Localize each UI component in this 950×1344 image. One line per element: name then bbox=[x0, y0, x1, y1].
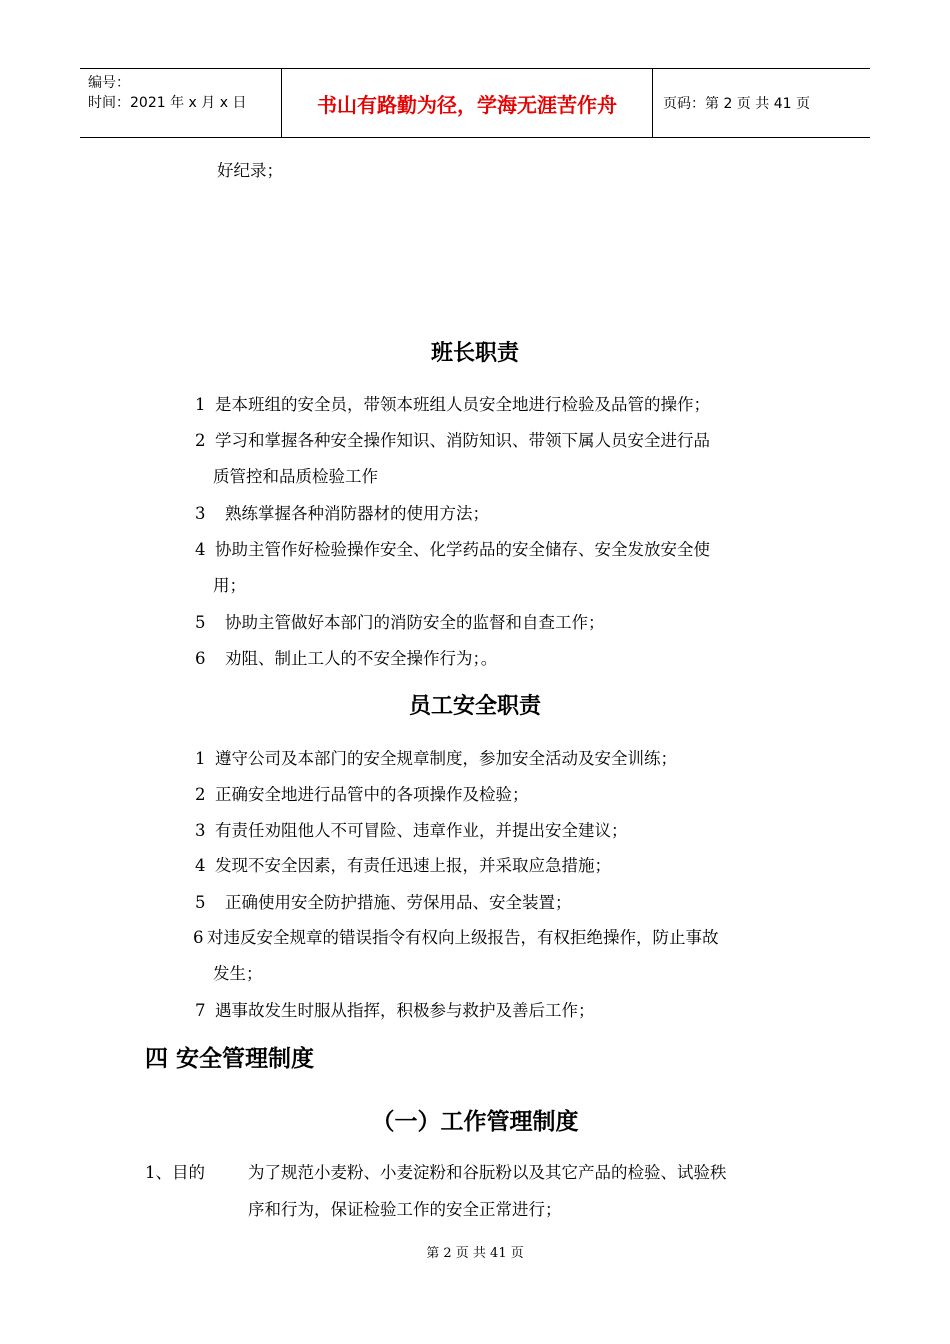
item-number: 2 bbox=[195, 785, 206, 804]
intro-line: 好纪录； bbox=[217, 161, 283, 180]
item-text: 正确使用安全防护措施、劳保用品、安全装置； bbox=[225, 893, 572, 912]
item-continuation: 发生； bbox=[213, 964, 263, 983]
item-number: 5 bbox=[195, 893, 206, 912]
list-item bbox=[195, 785, 529, 805]
subchapter-title: （一）工作管理制度 bbox=[371, 1109, 579, 1135]
list-item bbox=[195, 431, 710, 451]
list-item bbox=[195, 504, 489, 524]
section-staff-title: 员工安全职责 bbox=[408, 694, 541, 719]
header-number: 编号： bbox=[88, 75, 130, 91]
list-item bbox=[193, 928, 719, 948]
item-continuation: 用； bbox=[213, 576, 246, 595]
item-number: 5 bbox=[195, 613, 206, 632]
list-item bbox=[195, 1001, 595, 1021]
list-item bbox=[195, 649, 497, 669]
item-number: 6 bbox=[195, 649, 206, 668]
item-text: 遵守公司及本部门的安全规章制度，参加安全活动及安全训练； bbox=[215, 749, 677, 768]
list-item bbox=[195, 749, 677, 769]
section-monitor-title: 班长职责 bbox=[430, 341, 519, 366]
list-item bbox=[195, 821, 628, 841]
list-item bbox=[195, 856, 611, 876]
purpose-label: 1、目的 bbox=[145, 1163, 205, 1182]
chapter-title: 四 安全管理制度 bbox=[145, 1046, 315, 1072]
header-time: 时间：2021 年 x 月 x 日 bbox=[88, 95, 247, 111]
item-continuation: 质管控和品质检验工作 bbox=[213, 467, 378, 486]
item-text: 遇事故发生时服从指挥，积极参与救护及善后工作； bbox=[215, 1001, 595, 1020]
purpose-continuation: 序和行为，保证检验工作的安全正常进行； bbox=[248, 1200, 562, 1219]
item-text: 对违反安全规章的错误指令有权向上级报告，有权拒绝操作，防止事故 bbox=[207, 928, 719, 947]
item-number: 4 bbox=[195, 856, 206, 875]
item-text: 协助主管作好检验操作安全、化学药品的安全储存、安全发放安全使 bbox=[215, 540, 710, 559]
list-item bbox=[195, 613, 605, 633]
item-text: 学习和掌握各种安全操作知识、消防知识、带领下属人员安全进行品 bbox=[215, 431, 710, 450]
list-item bbox=[195, 893, 572, 913]
page-footer: 第 2 页 共 41 页 bbox=[426, 1246, 524, 1261]
item-number: 1 bbox=[195, 749, 206, 768]
item-text: 劝阻、制止工人的不安全操作行为；。 bbox=[225, 649, 498, 668]
item-number: 4 bbox=[195, 540, 206, 559]
item-text: 协助主管做好本部门的消防安全的监督和自查工作； bbox=[225, 613, 605, 632]
item-text: 正确安全地进行品管中的各项操作及检验； bbox=[215, 785, 529, 804]
header-motto: 书山有路勤为径，学海无涯苦作舟 bbox=[282, 69, 653, 137]
list-item bbox=[195, 540, 710, 560]
item-text: 发现不安全因素，有责任迅速上报，并采取应急措施； bbox=[215, 856, 611, 875]
page-header bbox=[80, 68, 870, 138]
item-number: 3 bbox=[195, 504, 206, 523]
header-meta bbox=[80, 69, 282, 137]
item-number: 3 bbox=[195, 821, 206, 840]
item-number: 7 bbox=[195, 1001, 206, 1020]
item-text: 有责任劝阻他人不可冒险、违章作业，并提出安全建议； bbox=[215, 821, 628, 840]
item-text: 是本班组的安全员，带领本班组人员安全地进行检验及品管的操作； bbox=[215, 395, 710, 414]
header-page-info: 页码：第 2 页 共 41 页 bbox=[663, 96, 810, 112]
item-number: 6 bbox=[193, 928, 204, 947]
item-text: 熟练掌握各种消防器材的使用方法； bbox=[225, 504, 489, 523]
purpose-text: 为了规范小麦粉、小麦淀粉和谷朊粉以及其它产品的检验、试验秩 bbox=[248, 1163, 727, 1182]
item-number: 1 bbox=[195, 395, 206, 414]
item-number: 2 bbox=[195, 431, 206, 450]
list-item bbox=[195, 395, 710, 415]
